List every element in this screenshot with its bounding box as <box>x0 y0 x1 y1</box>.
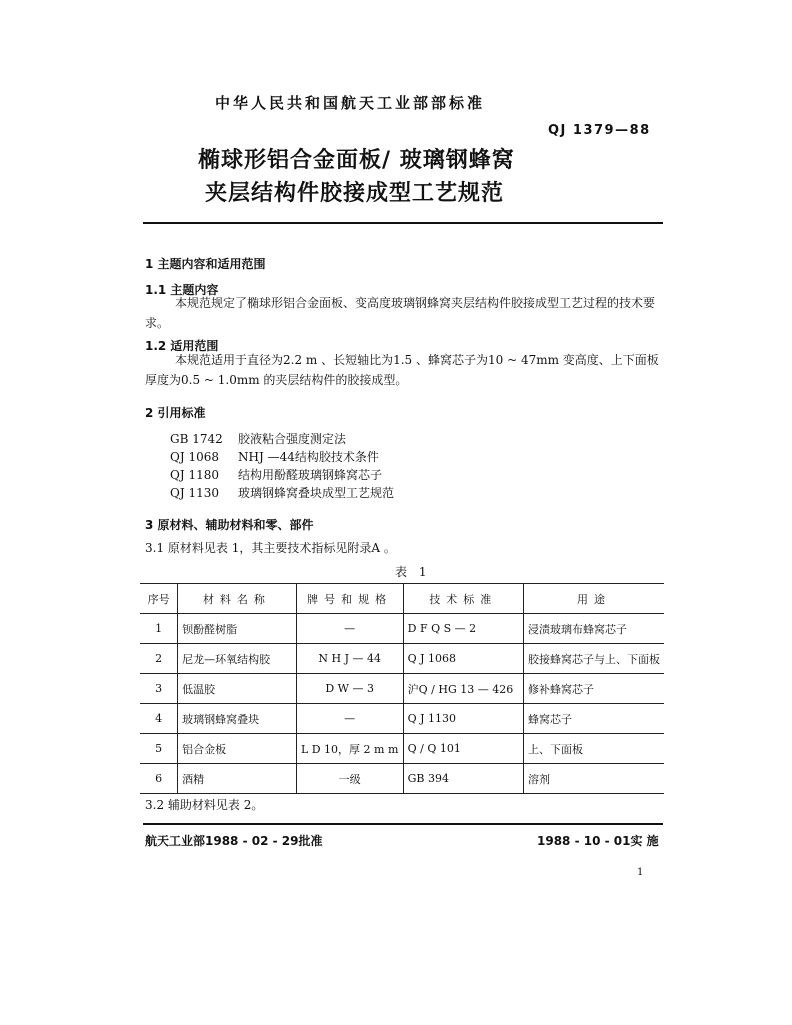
reference-title: NHJ —44结构胶技术条件 <box>238 450 379 464</box>
reference-title: 玻璃钢蜂窝叠块成型工艺规范 <box>238 486 395 500</box>
reference-code: QJ 1180 <box>170 468 220 482</box>
footer-divider <box>143 823 663 825</box>
table-row <box>140 704 664 734</box>
table-row <box>140 764 664 794</box>
cell-index: 4 <box>140 704 178 734</box>
cell-name: 铝合金板 <box>178 734 297 764</box>
cell-use: 溶剂 <box>524 764 665 794</box>
approval-date: 航天工业部1988 - 02 - 29批准 <box>145 834 323 848</box>
cell-standard: 沪Q / HG 13 — 426 <box>403 674 523 704</box>
reference-code: QJ 1130 <box>170 486 220 500</box>
cell-use: 蜂窝芯子 <box>524 704 665 734</box>
table-row <box>140 734 664 764</box>
cell-index: 5 <box>140 734 178 764</box>
col-header-standard: 技术标准 <box>403 584 523 614</box>
cell-index: 1 <box>140 614 178 644</box>
document-title-line2: 夹层结构件胶接成型工艺规范 <box>205 181 505 206</box>
section-1-1-heading: 1.1 主题内容 <box>145 283 219 297</box>
section-1-2-heading: 1.2 适用范围 <box>145 339 219 353</box>
reference-item <box>170 430 346 447</box>
reference-code: QJ 1068 <box>170 450 220 464</box>
effective-date: 1988 - 10 - 01实 施 <box>537 834 659 848</box>
cell-name: 低温胶 <box>178 674 297 704</box>
cell-standard: Q J 1068 <box>403 644 523 674</box>
document-title-line1: 椭球形铝合金面板/ 玻璃钢蜂窝 <box>198 148 515 173</box>
cell-name: 酒精 <box>178 764 297 794</box>
table-header-row <box>140 584 664 614</box>
cell-spec: D W — 3 <box>296 674 403 704</box>
reference-item <box>170 466 382 483</box>
section-1-heading: 1 主题内容和适用范围 <box>145 257 266 271</box>
cell-use: 修补蜂窝芯子 <box>524 674 665 704</box>
cell-spec: 一级 <box>296 764 403 794</box>
cell-use: 上、下面板 <box>524 734 665 764</box>
table-row <box>140 614 664 644</box>
cell-spec: L D 10，厚 2 m m <box>296 734 403 764</box>
table-row <box>140 674 664 704</box>
section-2-heading: 2 引用标准 <box>145 406 206 420</box>
standard-code: QJ 1379—88 <box>548 123 651 138</box>
title-divider <box>143 222 663 224</box>
reference-code: GB 1742 <box>170 432 223 446</box>
section-3-1-text: 3.1 原材料见表 1，其主要技术指标见附录A 。 <box>145 541 396 555</box>
col-header-index: 序号 <box>140 584 178 614</box>
col-header-spec: 牌号和规格 <box>296 584 403 614</box>
cell-standard: Q J 1130 <box>403 704 523 734</box>
section-1-1-text <box>145 293 665 333</box>
table-caption: 表 1 <box>395 565 431 579</box>
section-3-heading: 3 原材料、辅助材料和零、部件 <box>145 518 314 532</box>
cell-name: 尼龙—环氧结构胶 <box>178 644 297 674</box>
cell-index: 6 <box>140 764 178 794</box>
page-number: 1 <box>637 867 644 878</box>
reference-title: 结构用酚醛玻璃钢蜂窝芯子 <box>238 468 383 482</box>
cell-spec: — <box>296 614 403 644</box>
section-1-2-text-body: 本规范适用于直径为2.2 m 、长短轴比为1.5 、蜂窝芯子为10 ~ 47mm 变高度、上下面板厚度为0.5 ~ 1.0mm 的夹层结构件的胶接成型。 <box>145 353 659 387</box>
cell-standard: GB 394 <box>403 764 523 794</box>
cell-use: 胶接蜂窝芯子与上、下面板 <box>524 644 665 674</box>
section-1-2-text <box>145 350 665 390</box>
reference-item <box>170 448 379 465</box>
reference-item <box>170 484 394 501</box>
cell-use: 浸渍玻璃布蜂窝芯子 <box>524 614 665 644</box>
cell-name: 玻璃钢蜂窝叠块 <box>178 704 297 734</box>
section-3-2-text: 3.2 辅助材料见表 2。 <box>145 798 264 812</box>
cell-name: 钡酚醛树脂 <box>178 614 297 644</box>
reference-title: 胶液粘合强度测定法 <box>238 432 347 446</box>
cell-standard: Q / Q 101 <box>403 734 523 764</box>
cell-spec: — <box>296 704 403 734</box>
col-header-use: 用途 <box>524 584 665 614</box>
section-1-1-text-body: 本规范规定了椭球形铝合金面板、变高度玻璃钢蜂窝夹层结构件胶接成型工艺过程的技术要求。 <box>145 296 656 330</box>
table-row <box>140 644 664 674</box>
cell-index: 2 <box>140 644 178 674</box>
col-header-name: 材料名称 <box>178 584 297 614</box>
issuer-title: 中华人民共和国航天工业部部标准 <box>215 94 486 112</box>
materials-table <box>140 583 664 794</box>
cell-spec: N H J — 44 <box>296 644 403 674</box>
cell-index: 3 <box>140 674 178 704</box>
cell-standard: D F Q S — 2 <box>403 614 523 644</box>
